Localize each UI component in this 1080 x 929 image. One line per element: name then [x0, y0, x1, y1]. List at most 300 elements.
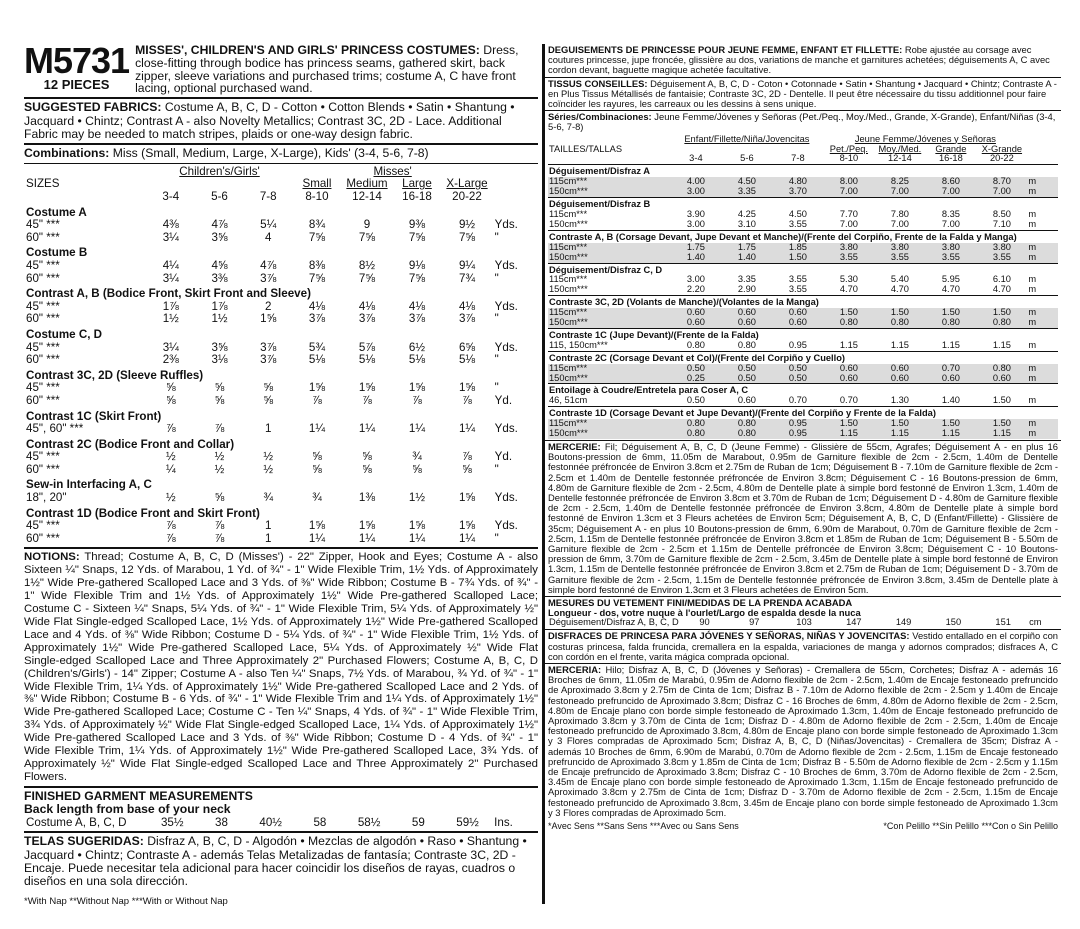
metric-value: 0.60	[992, 372, 1011, 383]
metric-width: 115cm***	[549, 307, 588, 318]
metric-value: 7.00	[941, 186, 960, 197]
yardage-value: 3⅞	[308, 312, 326, 326]
mesures-value: 150	[945, 617, 962, 628]
yardage-value: 6⅝	[458, 340, 476, 354]
pattern-envelope-back	[24, 40, 1058, 907]
yardage-value: 6½	[408, 340, 426, 354]
metric-value: 0.60	[890, 362, 909, 373]
metric-value: 0.60	[737, 307, 756, 318]
finished-value: 58½	[357, 815, 381, 829]
pattern-description	[135, 44, 538, 95]
mesures-label: MESURES DU VETEMENT FINI/MEDIDAS DE LA PRENDA ACABADA	[548, 597, 853, 609]
metric-unit: m	[1028, 395, 1037, 406]
fabric-width: 45" ***	[26, 381, 60, 395]
yardage-value: 3⅞	[358, 312, 376, 326]
blank-cell	[548, 154, 670, 164]
metric-unit: m	[1028, 218, 1037, 229]
metric-unit: m	[1028, 307, 1037, 318]
metric-value: 1.15	[890, 428, 909, 439]
metric-value: 0.80	[686, 418, 705, 429]
yardage-value: ⅝	[362, 450, 372, 464]
metric-value: 1.40	[941, 395, 960, 406]
yardage-row	[24, 533, 538, 546]
metric-value: 3.70	[788, 186, 807, 197]
metric-value: 7.00	[890, 186, 909, 197]
metric-value: 0.50	[788, 372, 807, 383]
yardage-unit: "	[494, 381, 499, 395]
yardage-value: 7⅝	[458, 230, 476, 244]
taille-name: X-Grande	[981, 143, 1023, 154]
yardage-row	[24, 354, 538, 367]
metric-value: 6.10	[992, 274, 1011, 285]
metric-value: 1.15	[890, 339, 909, 350]
metric-value: 0.80	[890, 317, 909, 328]
yardage-unit: Yd.	[494, 393, 513, 407]
metric-value: 4.25	[737, 208, 756, 219]
yardage-unit: "	[494, 531, 499, 545]
finished-measurements	[24, 788, 538, 833]
yardage-value: 7⅝	[308, 271, 326, 285]
yardage-value: ⅝	[165, 381, 176, 395]
metric-value: 0.60	[941, 372, 960, 383]
metric-row	[548, 429, 1058, 439]
metric-value: 0.80	[737, 418, 756, 429]
size-value: 5-6	[211, 190, 228, 203]
yardage-value: 1	[265, 531, 272, 545]
metric-value: 4.50	[788, 208, 807, 219]
section-title: Costume C, D	[26, 327, 103, 341]
metric-width: 115cm***	[549, 362, 588, 373]
yardage-unit: Yd.	[494, 450, 513, 464]
series-text: Jeune Femme/Jóvenes y Señoras (Pet./Peq., Moy./Med., Grande, X-Grande), Enfant/Niñas (3-4, 5-6, 7-8)	[548, 111, 1056, 133]
yardage-value: 9	[363, 218, 371, 232]
disfraces	[545, 630, 1061, 664]
metric-value: 3.00	[686, 186, 705, 197]
yardage-value: ⅝	[165, 393, 176, 407]
yardage-value: 7⅝	[358, 271, 376, 285]
yardage-value: 1⅝	[458, 491, 476, 505]
metric-width: 115cm***	[549, 274, 588, 285]
metric-unit: m	[1028, 241, 1037, 252]
size-name: X-Large	[446, 177, 488, 191]
metric-unit: m	[1028, 176, 1037, 187]
finished-value: 58	[313, 815, 327, 829]
pattern-code: M5731	[24, 40, 130, 81]
yardage-value: 8⅜	[308, 258, 326, 272]
taille-value: 7-8	[791, 153, 805, 164]
yardage-unit: Yds.	[494, 218, 518, 232]
finished-value: 59½	[456, 815, 479, 829]
metric-value: 1.15	[839, 428, 858, 439]
telas-text: Disfraz A, B, C, D - Algodón • Mezclas de algodón • Raso • Shantung • Jacquard • Chintz; Contraste A - además Telas Metalizadas de fantasía; Contraste 3C, 2D - Encaje. Puede necesitar tela adicional para hacer coincidir los diseños de rayas, cuadros o diseños en una sola dirección.	[24, 834, 527, 889]
fabric-width: 60" ***	[26, 271, 60, 285]
blank-cell	[24, 191, 146, 204]
metric-value: 0.60	[890, 372, 909, 383]
metric-value: 3.35	[737, 274, 756, 285]
yardage-value: 1½	[162, 312, 179, 326]
finished-label: FINISHED GARMENT MEASUREMENTS	[24, 788, 253, 803]
metric-width: 115cm***	[549, 176, 588, 187]
combinations-label: Combinations:	[24, 146, 110, 161]
metric-value: 0.80	[686, 428, 705, 439]
metric-value: 5.40	[890, 274, 909, 285]
section-title: Contrast 1C (Skirt Front)	[26, 409, 162, 423]
yardage-value: 1⅝	[458, 381, 476, 395]
metric-value: 0.80	[941, 317, 960, 328]
yardage-value: 4⅞	[260, 258, 277, 272]
finished-sub: Back length from base of your neck	[24, 802, 231, 817]
mesures-table	[548, 618, 1058, 628]
metric-value: 0.70	[941, 362, 960, 373]
metric-value: 3.55	[788, 218, 807, 229]
mesures-row-label: Déguisement/Disfraz A, B, C, D	[549, 617, 679, 628]
yardage-value: 3⅞	[260, 353, 277, 367]
suggested-fabrics	[24, 99, 538, 145]
yardage-value: 2	[265, 299, 272, 313]
yardage-value: 5⅛	[358, 353, 376, 367]
metric-value: 0.60	[737, 395, 756, 406]
metric-value: 1.50	[839, 418, 858, 429]
yardage-value: ⅝	[214, 381, 225, 395]
metric-value: 1.30	[890, 395, 909, 406]
yardage-value: ⅞	[412, 393, 422, 407]
metric-section-title: Contraste 1C (Jupe Devant)/(Frente de la Falda)	[548, 328, 1058, 340]
metric-value: 0.95	[788, 418, 807, 429]
metric-value: 3.00	[686, 274, 705, 285]
merceria-label: MERCERIA:	[548, 663, 602, 675]
yardage-value: 3⅝	[211, 230, 228, 244]
yardage-value: 7⅝	[408, 230, 426, 244]
metric-unit: m	[1028, 372, 1037, 383]
yardage-unit: Yds.	[494, 299, 518, 313]
yardage-value: 1⅜	[358, 491, 376, 505]
section-title-row	[24, 204, 538, 220]
metric-value: 1.50	[941, 418, 960, 429]
combinations-text: Miss (Small, Medium, Large, X-Large), Kids' (3-4, 5-6, 7-8)	[112, 146, 429, 161]
size-value: 8-10	[305, 190, 329, 203]
group-enfant: Enfant/Fillette/Niña/Jovencitas	[684, 133, 810, 144]
fabric-width: 60" ***	[26, 393, 60, 407]
metric-row	[548, 220, 1058, 230]
metric-value: 1.50	[788, 251, 807, 262]
section-title-row	[24, 436, 538, 452]
yardage-value: 5¾	[308, 340, 326, 354]
mesures-value: 90	[699, 617, 710, 628]
taille-row	[548, 154, 1058, 164]
yardage-value: 1¼	[408, 422, 426, 436]
pattern-header	[24, 40, 538, 99]
metric-value: 8.00	[839, 176, 858, 187]
metric-value: 0.60	[839, 372, 858, 383]
merceria-text: Hilo; Disfraz A, B, C, D (Jóvenes y Señoras) - Cremallera de 55cm, Corchetes; Disfraz A - además 16 Broches de 6mm, 11.05m de Marabú, 0.95m de Adorno flexible de 2cm - 2.5cm, 1.40m de Encaje festoneado prefruncido de Aproximado 3.8cm y 2.75m de Cinta de 1cm; Disfraz B - 7.10m de Adorno flexible de 2cm - 2.5cm y 1.40m de Encaje festoneado prefruncido de Aproximado 3.8cm; Disfraz C - 16 Broches de 6mm, 4.80m de Adorno flexible de 2cm - 2.5cm, 4.80m de Encaje plano con borde simple festoneado de Aproximado 1.3cm, 1.40m de Encaje festoneado prefruncido de Aproximado 3.8cm y 3.70m de Cinta de 1cm; Disfraz D - 4.80m de Adorno flexible de 2cm - 2.5cm, 1.40m de Encaje festoneado prefruncido de Aproximado 3.8cm, 4.80m de Encaje plano con borde simple festoneado de Aproximado 1.3cm y 3 Flores compradas de Aproximado 5cm; Disfraz A, B, C, D (Niñas/Jovencitas) - Cremallera de 35cm; Disfraz A - además 10 Broches de 6mm, 6.90m de Marabú, 0.70m de Adorno flexible de 2cm - 2.5cm, 1.15m de Encaje festoneado prefruncido de Aproximado 3.8cm y 1.85m de Cinta de 1cm; Disfraz B - 5.50m de Adorno flexible de 2cm - 2.5cm y 1.15m de Encaje prefruncido de Aproximado 3.8cm; Disfraz C - 10 Broches de 6mm, 3.70m de Adorno flexible de 2cm - 2.5cm, 3.45m de Encaje plano con borde simple festoneado de Aproximado 1.3cm, 1.15m de Encaje festoneado prefruncido de Aproximado 3.8cm y 2.75m de Cinta de 1cm; Disfraz D - 3.70m de Adorno flexible de 2cm - 2.5cm, 1.15m de Encaje festoneado prefruncido de Aproximado 3.8cm, 3.45m de Encaje plano con borde simple festoneado de Aproximado 1.3cm y 3 Flores compradas de Aproximado 5cm.	[548, 663, 1058, 818]
metric-value: 3.55	[788, 284, 807, 295]
metric-value: 5.95	[941, 274, 960, 285]
metric-value: 5.30	[839, 274, 858, 285]
yardage-unit: "	[494, 271, 499, 285]
series	[545, 111, 1061, 133]
metric-value: 1.50	[941, 307, 960, 318]
metric-value: 4.00	[686, 176, 705, 187]
metric-value: 4.80	[788, 176, 807, 187]
mesures-unit: cm	[1029, 617, 1042, 628]
metric-row	[548, 374, 1058, 384]
metric-width: 115cm***	[549, 418, 588, 429]
size-name: Medium	[346, 177, 388, 191]
section-title-row	[24, 408, 538, 424]
telas-label: TELAS SUGERIDAS:	[24, 834, 144, 849]
yardage-value: 9⅜	[408, 218, 426, 232]
metric-value: 0.60	[686, 317, 705, 328]
finished-row-label: Costume A, B, C, D	[26, 815, 127, 829]
yardage-value: 3⅞	[458, 312, 476, 326]
yardage-value: 1¼	[458, 531, 476, 545]
metric-value: 1.50	[839, 307, 858, 318]
metric-value: 7.80	[890, 208, 909, 219]
metric-value: 0.60	[788, 307, 807, 318]
finished-unit: Ins.	[494, 815, 513, 829]
section-title: Costume B	[26, 246, 88, 260]
metric-value: 0.80	[992, 317, 1011, 328]
metric-value: 1.15	[992, 339, 1011, 350]
yardage-row	[24, 313, 538, 326]
tissus-conseilles	[545, 78, 1061, 112]
yardage-row	[24, 520, 538, 533]
size-row	[24, 191, 538, 204]
metric-value: 1.50	[992, 418, 1011, 429]
metric-row	[548, 253, 1058, 263]
metric-value: 3.80	[890, 241, 909, 252]
fr-title: DEGUISEMENTS DE PRINCESSE POUR JEUNE FEMME, ENFANT ET FILLETTE:	[548, 44, 903, 55]
metric-width: 150cm***	[549, 372, 588, 383]
metric-width: 115, 150cm***	[549, 339, 608, 350]
fr-title-text: Robe ajustée au corsage avec coutures princesse, jupe froncée, glissière au dos, variations de manche et garnitures achetées; déguisements A, C avec cordon devant, baguette magique achetée facultative.	[548, 44, 1050, 76]
metric-value: 1.15	[992, 428, 1011, 439]
metric-value: 3.90	[686, 208, 705, 219]
metric-value: 4.70	[839, 284, 858, 295]
yardage-value: 1⅝	[260, 312, 277, 326]
yardage-value: 4⅛	[358, 299, 376, 313]
metric-value: 0.25	[686, 372, 705, 383]
yardage-value: 3⅝	[211, 340, 228, 354]
yardage-unit: "	[494, 230, 499, 244]
yardage-value: ¾	[263, 491, 274, 505]
yardage-value: 4	[265, 230, 272, 244]
metric-value: 7.70	[839, 208, 858, 219]
metric-width: 150cm***	[549, 317, 588, 328]
metric-value: 1.15	[941, 428, 960, 439]
section-title-row	[24, 367, 538, 383]
yardage-row	[24, 423, 538, 436]
yardage-value: ⅞	[214, 531, 225, 545]
metric-section-title: Déguisement/Disfraz C, D	[548, 263, 1058, 275]
metric-value: 7.10	[992, 218, 1011, 229]
metric-width: 150cm***	[549, 428, 588, 439]
yardage-row	[24, 395, 538, 408]
metric-value: 0.80	[686, 339, 705, 350]
fabric-width: 60" ***	[26, 462, 60, 476]
finished-value: 59	[411, 815, 425, 829]
metric-value: 1.40	[686, 251, 705, 262]
metric-value: 3.00	[686, 218, 705, 229]
metric-row	[548, 318, 1058, 328]
metric-width: 115cm***	[549, 241, 588, 252]
metric-value: 3.80	[992, 241, 1011, 252]
yardage-row	[24, 260, 538, 273]
metric-row	[548, 341, 1058, 351]
taille-name: Moy./Med.	[878, 143, 922, 154]
metric-value: 0.95	[788, 428, 807, 439]
fabrics-text: Costume A, B, C, D - Cotton • Cotton Blends • Satin • Shantung • Jacquard • Chintz; Contrast A - also Novelty Metallics; Contrast 3C, 2D - Lace. Additional Fabric may be needed to match stripes, plaids or one-way design fabric.	[24, 100, 515, 141]
yardage-value: 1¼	[308, 422, 326, 436]
section-title: Contrast 2C (Bodice Front and Collar)	[26, 437, 235, 451]
metric-value: 8.50	[992, 208, 1011, 219]
yardage-value: 1⅝	[308, 381, 326, 395]
metric-value: 0.50	[788, 362, 807, 373]
fabric-width: 45" ***	[26, 218, 60, 232]
mesures-value: 97	[749, 617, 760, 628]
metric-value: 0.60	[839, 362, 858, 373]
yardage-value: 1⅝	[308, 519, 326, 533]
metric-value: 2.90	[737, 284, 756, 295]
yardage-row	[24, 451, 538, 464]
metric-section-title: Contraste 1D (Corsage Devant et Jupe Devant)/(Frente del Corpiño y Frente de la Falda)	[548, 407, 1058, 419]
metric-value: 1.50	[890, 418, 909, 429]
series-label: Séries/Combinaciones:	[548, 111, 652, 123]
yardage-value: 4⅝	[211, 258, 228, 272]
metric-section-title: Contraste 2C (Corsage Devant et Col)/(Frente del Corpiño y Cuello)	[548, 351, 1058, 363]
metric-value: 8.60	[941, 176, 960, 187]
yardage-value: 2⅜	[162, 353, 179, 367]
section-title: Contrast 3C, 2D (Sleeve Ruffles)	[26, 368, 204, 382]
yardage-value: 9½	[458, 218, 476, 232]
mesures-row	[548, 618, 1058, 628]
metric-row	[548, 396, 1058, 406]
yardage-value: ½	[263, 462, 274, 476]
yardage-row	[24, 382, 538, 395]
metric-value: 7.00	[839, 186, 858, 197]
yardage-value: 1¼	[308, 531, 326, 545]
metric-value: 3.80	[941, 241, 960, 252]
metric-value: 3.55	[788, 274, 807, 285]
taille-value: 5-6	[740, 153, 754, 164]
yardage-table	[24, 166, 538, 546]
yardage-value: ½	[263, 450, 274, 464]
yardage-row	[24, 464, 538, 477]
fabric-width: 45" ***	[26, 450, 60, 464]
metric-unit: m	[1028, 362, 1037, 373]
disfraces-title: DISFRACES DE PRINCESA PARA JÓVENES Y SEÑORAS, NIÑAS Y JOVENCITAS:	[548, 630, 910, 642]
metric-value: 0.50	[686, 395, 705, 406]
metric-value: 0.95	[788, 339, 807, 350]
mesures-value: 147	[846, 617, 862, 628]
finished-table	[24, 817, 538, 830]
nap-notes-right	[548, 821, 1058, 831]
french-spanish-column	[542, 44, 1061, 904]
size-name: Small	[302, 177, 332, 191]
size-value: 3-4	[162, 190, 180, 203]
yardage-value: ⅝	[263, 393, 274, 407]
yardage-row	[24, 219, 538, 232]
metric-value: 4.50	[737, 176, 756, 187]
nap-note-fr: *Avec Sens **Sans Sens ***Avec ou Sans Sens	[548, 821, 739, 832]
yardage-value: 7⅝	[308, 230, 326, 244]
metric-section-title-row	[548, 328, 1058, 340]
metric-value: 1.40	[737, 251, 756, 262]
group-jeune: Jeune Femme/Jóvenes y Señoras	[854, 133, 996, 144]
metric-value: 0.70	[839, 395, 858, 406]
mesures-value: 151	[995, 617, 1011, 628]
telas-sugeridas	[24, 833, 538, 910]
metric-value: 3.55	[839, 251, 858, 262]
yardage-value: 5⅛	[458, 353, 476, 367]
mesures-sub: Longueur - dos, votre nuque à l'ourlet/Largo de espalda desde la nuca	[548, 607, 861, 619]
yardage-value: 1¼	[358, 422, 376, 436]
metric-value: 1.50	[992, 307, 1011, 318]
mesures-value: 149	[895, 617, 912, 628]
yardage-value: 4⅞	[211, 218, 228, 232]
metric-unit: m	[1028, 208, 1037, 219]
metric-unit: m	[1028, 428, 1037, 439]
metric-section-title: Contraste 3C, 2D (Volants de Manche)/(Volantes de la Manga)	[548, 296, 1058, 308]
metric-unit: m	[1028, 317, 1037, 328]
fabric-width: 18", 20"	[26, 491, 67, 505]
yardage-value: ½	[214, 462, 225, 476]
yardage-value: 1⅞	[211, 299, 228, 313]
yardage-row	[24, 232, 538, 245]
yardage-value: 1¼	[408, 531, 426, 545]
fr-title-block	[545, 44, 1061, 78]
notions	[24, 549, 538, 787]
metric-width: 150cm***	[549, 284, 588, 295]
metric-value: 3.55	[992, 251, 1011, 262]
metric-value: 1.75	[686, 241, 705, 252]
metric-value: 0.80	[992, 362, 1011, 373]
metric-section-title-row	[548, 230, 1058, 242]
mercerie-label: MERCERIE:	[548, 441, 601, 452]
metric-value: 8.70	[992, 176, 1011, 187]
yardage-value: 5⅞	[358, 340, 376, 354]
metric-value: 0.60	[737, 317, 756, 328]
yardage-chart	[24, 164, 538, 550]
yardage-value: ⅝	[312, 450, 322, 464]
mercerie	[545, 441, 1061, 597]
metric-value: 7.00	[992, 186, 1011, 197]
group-children: Children's/Girls'	[179, 164, 260, 178]
metric-value: 3.55	[941, 251, 960, 262]
yardage-unit: "	[494, 312, 499, 326]
metric-value: 0.60	[686, 307, 705, 318]
section-title-row	[24, 326, 538, 342]
yardage-unit: Yds.	[494, 491, 518, 505]
metric-value: 4.70	[941, 284, 960, 295]
section-title: Costume A	[26, 205, 87, 219]
metric-value: 0.50	[686, 362, 705, 373]
section-title-row	[24, 244, 538, 260]
yardage-unit: Yds.	[494, 519, 518, 533]
metric-unit: m	[1028, 274, 1037, 285]
section-title-row	[24, 285, 538, 301]
metric-value: 7.00	[941, 218, 960, 229]
metric-width: 150cm***	[549, 186, 588, 197]
yardage-unit: "	[494, 462, 499, 476]
yardage-value: ⅞	[165, 422, 176, 436]
metric-value: 4.70	[890, 284, 909, 295]
yardage-value: ⅝	[214, 491, 225, 505]
yardage-value: 4⅛	[408, 299, 426, 313]
yardage-value: 1⅝	[408, 381, 426, 395]
tissus-text: Déguisement A, B, C, D - Coton • Cotonnade • Satin • Shantung • Jacquard • Chintz; Contraste A - en Plus Tissus Métallisés de fantaisie; Contraste 3C, 2D - Dentelle. Il peut être nécessaire du tissu additionnel pour faire coïncider les rayures, les carreaux ou les dessins à sens unique.	[548, 77, 1057, 110]
metric-value: 1.15	[839, 339, 858, 350]
